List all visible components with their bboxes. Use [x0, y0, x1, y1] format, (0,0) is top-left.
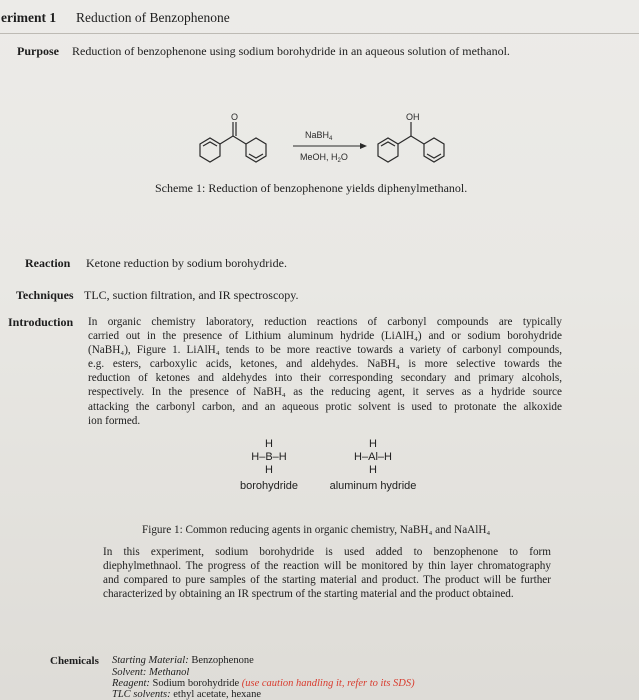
introduction-paragraph	[88, 315, 562, 428]
experiment-number: eriment 1	[1, 10, 57, 25]
reaction-scheme	[190, 110, 480, 180]
aluminum-hydride-middle: H–Al–H	[354, 451, 392, 463]
page-header	[0, 0, 639, 34]
reaction-label: Reaction	[25, 256, 71, 270]
techniques-text: TLC, suction filtration, and IR spectroscopy.	[84, 288, 299, 302]
intro-line: ion formed.	[88, 414, 141, 427]
tlc-value: ethyl acetate, hexane	[173, 689, 262, 700]
intro-line: respectively. In the presence of NaBH₄ as the reducing agent, it serves as a hydride source	[88, 386, 562, 399]
chemicals-label: Chemicals	[50, 655, 99, 667]
benzophenone-structure	[200, 122, 266, 162]
purpose-label: Purpose	[17, 44, 59, 58]
experiment-title: Reduction of Benzophenone	[76, 10, 230, 25]
solvent-value: Methanol	[149, 667, 190, 678]
tlc-label: TLC solvents:	[112, 689, 171, 700]
experiment-paragraph	[103, 545, 551, 601]
aluminum-hydride-bottom-h: H	[369, 464, 377, 476]
chemicals-reagent	[112, 678, 415, 689]
chemicals-starting-material	[112, 655, 254, 666]
reaction-arrow-head	[360, 143, 367, 149]
aluminum-hydride-structure	[318, 438, 428, 495]
intro-line: carried out in the presence of Lithium aluminum hydride (LiAlH₄) and or sodium borohydride	[88, 330, 562, 343]
intro-line: (NaBH₄), Figure 1. LiAlH₄ tends to be more reactive towards a variety of carbonyl compounds,	[88, 344, 562, 357]
borohydride-middle: H–B–H	[251, 451, 287, 463]
borohydride-structure	[236, 438, 302, 495]
aluminum-hydride-label: aluminum hydride	[329, 480, 417, 492]
reagent-safety-note: (use caution handling it, refer to its SDS)	[241, 678, 415, 689]
intro-line: attacking the carbonyl carbon, and an aqueous protic solvent is used to protonate the alkoxide	[88, 400, 562, 413]
reagent-bottom-label: MeOH, $H_2O$	[300, 152, 348, 164]
intro-line: e.g. esters, carboxylic acids, ketones, and aldehydes. NaBH₄ is more selective towards the	[88, 358, 562, 371]
experiment-line: characterized by obtaining an IR spectrum of the starting material and the product obtained.	[103, 588, 514, 601]
purpose-text: Reduction of benzophenone using sodium borohydride in an aqueous solution of methanol.	[72, 44, 510, 58]
reagent-label: Reagent:	[112, 678, 150, 689]
starting-material-value: Benzophenone	[191, 655, 254, 666]
chemicals-tlc	[112, 689, 261, 700]
introduction-label: Introduction	[8, 315, 74, 329]
scheme-caption: Scheme 1: Reduction of benzophenone yields diphenylmethanol.	[155, 181, 468, 195]
product-hydroxyl-label: OH	[406, 112, 420, 122]
intro-line: In organic chemistry laboratory, reduction reactions of carbonyl compounds are typically	[88, 316, 562, 328]
diphenylmethanol-structure	[378, 122, 444, 162]
reagent-value: Sodium borohydride	[152, 678, 240, 689]
chemicals-solvent	[112, 667, 189, 678]
borohydride-top-h: H	[265, 438, 273, 450]
intro-line: reduction of ketones and aldehydes into their corresponding secondary and primary alcohols,	[88, 372, 562, 385]
experiment-line: diephylmethnaol. The progress of the reaction will be monitored by thin layer chromatography	[103, 560, 551, 573]
experiment-line: and compared to pure samples of the starting material and product. The product will be further	[103, 574, 551, 587]
solvent-label: Solvent:	[112, 667, 147, 678]
reactant-oxygen-label: O	[231, 112, 239, 122]
reaction-text: Ketone reduction by sodium borohydride.	[86, 256, 287, 270]
borohydride-bottom-h: H	[265, 464, 273, 476]
borohydride-label: borohydride	[239, 480, 299, 492]
experiment-line: In this experiment, sodium borohydride is used added to benzophenone to form	[103, 546, 551, 558]
aluminum-hydride-top-h: H	[369, 438, 377, 450]
starting-material-label: Starting Material:	[112, 655, 189, 666]
techniques-label: Techniques	[16, 288, 74, 302]
figure-caption: Figure 1: Common reducing agents in organic chemistry, NaBH₄ and NaAlH₄	[142, 524, 491, 536]
reagent-top-label: NaBH$_4$	[305, 130, 333, 142]
